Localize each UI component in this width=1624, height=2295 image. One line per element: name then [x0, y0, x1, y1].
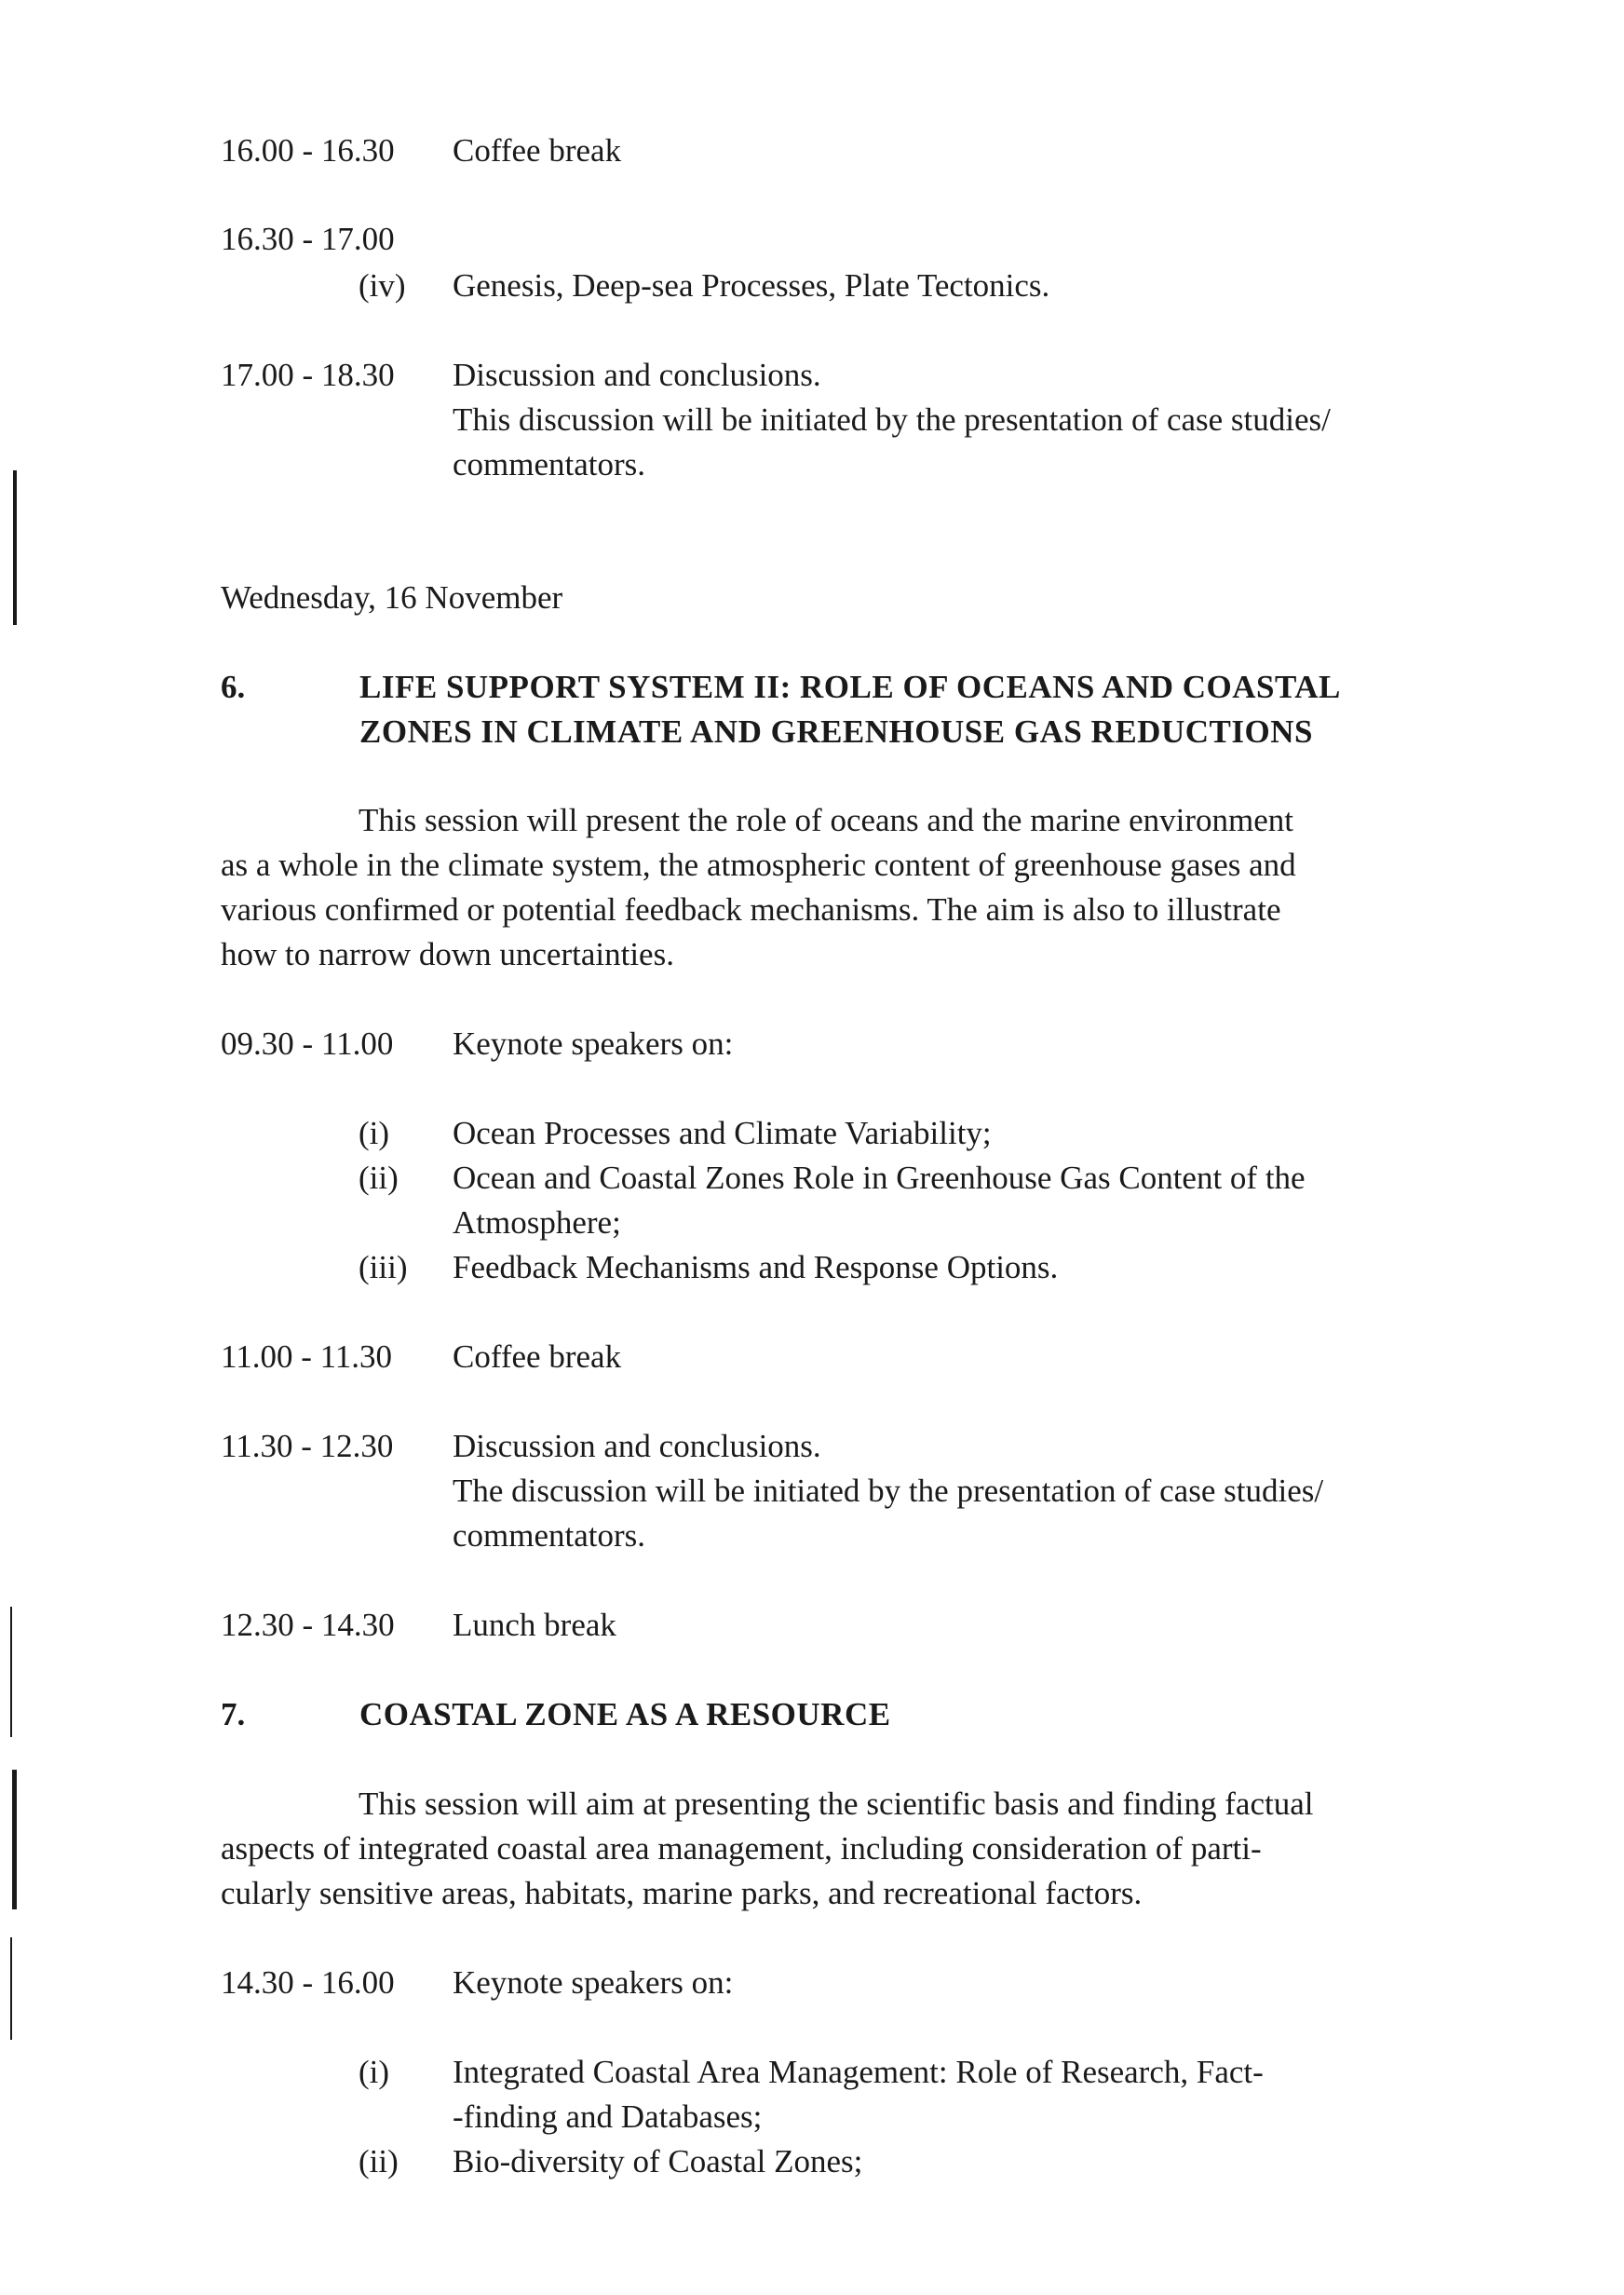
schedule-text: Discussion and conclusions. [453, 357, 821, 393]
section-number: 7. [221, 1696, 246, 1732]
schedule-text: Keynote speakers on: [453, 1964, 734, 2001]
schedule-text: Coffee break [453, 132, 622, 169]
schedule-text: Coffee break [453, 1338, 622, 1375]
section-heading: LIFE SUPPORT SYSTEM II: ROLE OF OCEANS AND COASTAL [359, 669, 1341, 705]
section-paragraph-line: This session will present the role of oceans and the marine environment [359, 802, 1294, 838]
schedule-time: 17.00 - 18.30 [221, 357, 395, 393]
schedule-time: 09.30 - 11.00 [221, 1025, 394, 1062]
schedule-time: 16.30 - 17.00 [221, 221, 395, 257]
schedule-time: 11.00 - 11.30 [221, 1338, 393, 1375]
margin-bar [12, 1770, 17, 1909]
item-number: (i) [359, 2054, 390, 2090]
item-text: Ocean and Coastal Zones Role in Greenhouse Gas Content of the [453, 1160, 1306, 1196]
item-number: (ii) [359, 1160, 399, 1196]
margin-bar [10, 1937, 12, 2040]
item-text: Atmosphere; [453, 1204, 621, 1241]
section-paragraph-line: various confirmed or potential feedback mechanisms. The aim is also to illustrate [221, 891, 1281, 928]
schedule-text: Discussion and conclusions. [453, 1428, 821, 1464]
day-label: Wednesday, 16 November [221, 579, 563, 616]
section-paragraph-line: cularly sensitive areas, habitats, marine parks, and recreational factors. [221, 1875, 1143, 1911]
item-text: Feedback Mechanisms and Response Options. [453, 1249, 1059, 1285]
section-heading: COASTAL ZONE AS A RESOURCE [359, 1696, 891, 1732]
schedule-text: commentators. [453, 1517, 646, 1554]
schedule-text: Keynote speakers on: [453, 1025, 734, 1062]
schedule-text: Lunch break [453, 1607, 616, 1643]
schedule-text: This discussion will be initiated by the presentation of case studies/ [453, 401, 1331, 438]
margin-bar [10, 1607, 12, 1737]
margin-bar [13, 470, 17, 625]
item-number: (i) [359, 1115, 390, 1151]
section-paragraph-line: aspects of integrated coastal area management, including consideration of parti- [221, 1830, 1262, 1867]
item-text: -finding and Databases; [453, 2098, 763, 2135]
section-paragraph-line: as a whole in the climate system, the atmospheric content of greenhouse gases and [221, 847, 1296, 883]
section-heading: ZONES IN CLIMATE AND GREENHOUSE GAS REDUCTIONS [359, 713, 1313, 750]
section-paragraph-line: This session will aim at presenting the scientific basis and finding factual [359, 1786, 1314, 1822]
schedule-text: commentators. [453, 446, 646, 482]
item-number: (iv) [359, 267, 406, 304]
schedule-time: 12.30 - 14.30 [221, 1607, 395, 1643]
item-number: (iii) [359, 1249, 408, 1285]
schedule-time: 11.30 - 12.30 [221, 1428, 394, 1464]
item-text: Bio-diversity of Coastal Zones; [453, 2143, 863, 2180]
item-text: Integrated Coastal Area Management: Role of Research, Fact- [453, 2054, 1264, 2090]
item-text: Genesis, Deep-sea Processes, Plate Tectonics. [453, 267, 1050, 304]
section-number: 6. [221, 669, 246, 705]
schedule-text: The discussion will be initiated by the presentation of case studies/ [453, 1473, 1324, 1509]
schedule-time: 16.00 - 16.30 [221, 132, 395, 169]
item-number: (ii) [359, 2143, 399, 2180]
item-text: Ocean Processes and Climate Variability; [453, 1115, 992, 1151]
schedule-time: 14.30 - 16.00 [221, 1964, 395, 2001]
section-paragraph-line: how to narrow down uncertainties. [221, 936, 674, 972]
